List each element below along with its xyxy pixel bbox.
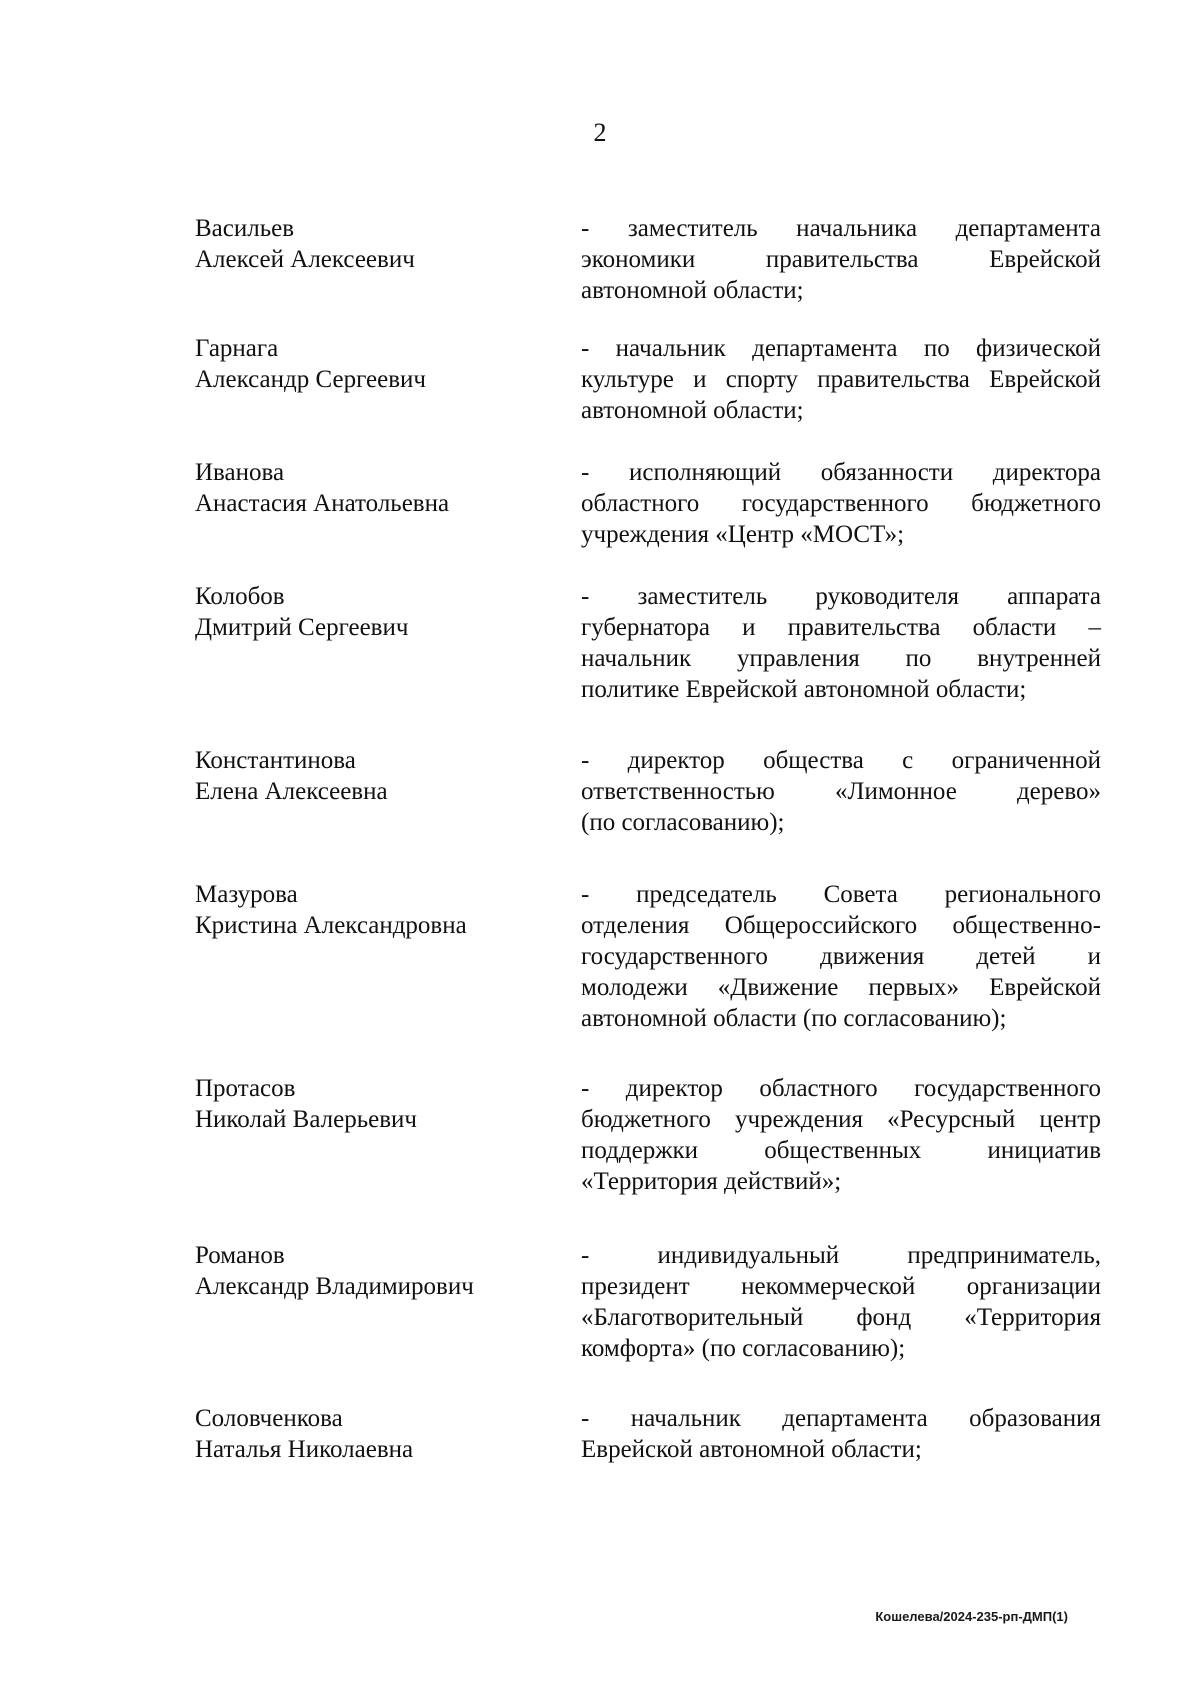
position-description (581, 1073, 1101, 1197)
person-name (195, 333, 565, 395)
position-line: - директор общества с ограниченной (581, 747, 1101, 774)
position-line: молодежи «Движение первых» Еврейской (581, 974, 1101, 1001)
position-line: Еврейской автономной области; (581, 1436, 922, 1463)
position-description (581, 457, 1101, 550)
person-name (195, 1403, 565, 1465)
position-line: - начальник департамента по физической (581, 335, 1101, 362)
person-name (195, 745, 565, 807)
person-name (195, 879, 565, 941)
position-line: государственного движения детей и (581, 943, 1101, 970)
position-description (581, 1240, 1101, 1364)
position-line: - исполняющий обязанности директора (581, 459, 1101, 486)
position-line: культуре и спорту правительства Еврейской (581, 366, 1101, 393)
position-description (581, 333, 1101, 426)
position-description (581, 1403, 1101, 1465)
position-description (581, 213, 1101, 306)
position-line: учреждения «Центр «МОСТ»; (581, 521, 905, 548)
position-line: губернатора и правительства области – (581, 614, 1101, 641)
position-line: автономной области; (581, 397, 804, 424)
position-line: комфорта» (по согласованию); (581, 1335, 906, 1362)
page-number: 2 (593, 118, 607, 147)
position-line: президент некоммерческой организации (581, 1273, 1101, 1300)
given-names: Александр Сергеевич (195, 366, 426, 393)
person-name (195, 581, 565, 643)
person-name (195, 457, 565, 519)
surname: Соловченкова (195, 1405, 343, 1432)
given-names: Анастасия Анатольевна (195, 490, 450, 517)
surname: Константинова (195, 747, 356, 774)
surname: Мазурова (195, 881, 298, 908)
position-line: (по согласованию); (581, 809, 785, 836)
document-reference: Кошелева/2024-235-рп-ДМП(1) (875, 1609, 1068, 1624)
position-line: «Благотворительный фонд «Территория (581, 1304, 1101, 1331)
position-line: - председатель Совета регионального (581, 881, 1101, 908)
position-line: отделения Общероссийского общественно- (581, 912, 1101, 939)
surname: Васильев (195, 215, 295, 242)
given-names: Кристина Александровна (195, 912, 467, 939)
position-line: начальник управления по внутренней (581, 645, 1101, 672)
position-line: автономной области (по согласованию); (581, 1005, 1007, 1032)
person-name (195, 213, 565, 275)
given-names: Наталья Николаевна (195, 1436, 414, 1463)
given-names: Дмитрий Сергеевич (195, 614, 409, 641)
given-names: Елена Алексеевна (195, 778, 388, 805)
position-line: автономной области; (581, 277, 804, 304)
surname: Иванова (195, 459, 285, 486)
position-line: «Территория действий»; (581, 1168, 842, 1195)
person-name (195, 1073, 565, 1135)
position-line: поддержки общественных инициатив (581, 1137, 1101, 1164)
surname: Романов (195, 1242, 285, 1269)
position-line: экономики правительства Еврейской (581, 246, 1101, 273)
position-description (581, 745, 1101, 838)
position-line: - начальник департамента образования (581, 1405, 1101, 1432)
position-line: - заместитель руководителя аппарата (581, 583, 1101, 610)
surname: Колобов (195, 583, 285, 610)
position-line: политике Еврейской автономной области; (581, 676, 1027, 703)
given-names: Алексей Алексеевич (195, 246, 415, 273)
position-line: - индивидуальный предприниматель, (581, 1242, 1101, 1269)
position-description (581, 879, 1101, 1034)
given-names: Николай Валерьевич (195, 1106, 417, 1133)
position-line: областного государственного бюджетного (581, 490, 1101, 517)
position-line: - директор областного государственного (581, 1075, 1101, 1102)
position-description (581, 581, 1101, 705)
position-line: ответственностью «Лимонное дерево» (581, 778, 1101, 805)
surname: Гарнага (195, 335, 279, 362)
surname: Протасов (195, 1075, 296, 1102)
position-line: бюджетного учреждения «Ресурсный центр (581, 1106, 1101, 1133)
position-line: - заместитель начальника департамента (581, 215, 1101, 242)
person-name (195, 1240, 565, 1302)
given-names: Александр Владимирович (195, 1273, 474, 1300)
